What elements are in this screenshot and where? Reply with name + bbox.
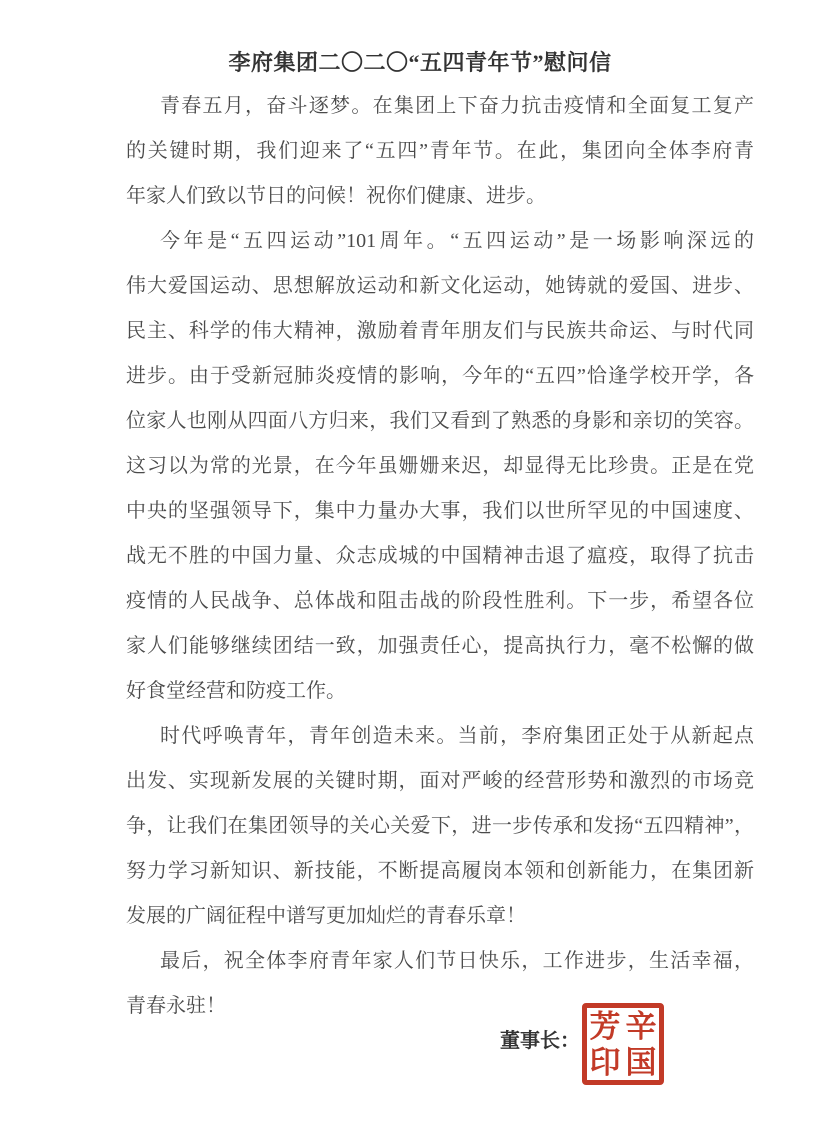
body-line: 民主、科学的伟大精神，激励着青年朋友们与民族共命运、与时代同 xyxy=(126,320,754,342)
body-line: 疫情的人民战争、总体战和阻击战的阶段性胜利。下一步，希望各位 xyxy=(126,590,754,612)
body-line: 今年是“五四运动”101周年。“五四运动”是一场影响深远的 xyxy=(160,230,754,252)
seal-char-top-right: 辛 xyxy=(625,1008,657,1044)
body-line: 进步。由于受新冠肺炎疫情的影响，今年的“五四”恰逢学校开学，各 xyxy=(126,365,754,387)
body-line: 最后，祝全体李府青年家人们节日快乐，工作进步，生活幸福， xyxy=(160,950,754,972)
body-line: 发展的广阔征程中谱写更加灿烂的青春乐章！ xyxy=(126,905,526,927)
body-line: 伟大爱国运动、思想解放运动和新文化运动，她铸就的爱国、进步、 xyxy=(126,275,754,297)
seal-char-bottom-right: 国 xyxy=(625,1044,657,1080)
body-line: 努力学习新知识、新技能，不断提高履岗本领和创新能力，在集团新 xyxy=(126,860,754,882)
signature-label: 董事长： xyxy=(500,1030,580,1052)
paragraph xyxy=(126,84,754,219)
body-line: 出发、实现新发展的关键时期，面对严峻的经营形势和激烈的市场竞 xyxy=(126,770,754,792)
body-line: 家人们能够继续团结一致，加强责任心，提高执行力，毫不松懈的做 xyxy=(126,635,754,657)
paragraph xyxy=(126,219,754,714)
letter-body xyxy=(126,84,754,1029)
body-line: 时代呼唤青年，青年创造未来。当前，李府集团正处于从新起点 xyxy=(160,725,754,747)
paragraph xyxy=(126,714,754,939)
body-line: 争，让我们在集团领导的关心关爱下，进一步传承和发扬“五四精神”， xyxy=(126,815,754,837)
body-line: 青春五月，奋斗逐梦。在集团上下奋力抗击疫情和全面复工复产 xyxy=(160,95,754,117)
body-line: 战无不胜的中国力量、众志成城的中国精神击退了瘟疫，取得了抗击 xyxy=(126,545,754,567)
body-line: 位家人也刚从四面八方归来，我们又看到了熟悉的身影和亲切的笑容。 xyxy=(126,410,754,432)
body-line: 好食堂经营和防疫工作。 xyxy=(126,680,346,702)
letter-title: 李府集团二〇二〇“五四青年节”慰问信 xyxy=(228,50,612,75)
seal-char-bottom-left: 印 xyxy=(589,1044,621,1080)
body-line: 中央的坚强领导下，集中力量办大事，我们以世所罕见的中国速度、 xyxy=(126,500,754,522)
president-seal-stamp xyxy=(582,1003,664,1085)
signature-block xyxy=(0,1000,840,1100)
body-line: 年家人们致以节日的问候！祝你们健康、进步。 xyxy=(126,185,546,207)
seal-char-top-left: 芳 xyxy=(589,1008,621,1044)
body-line: 这习以为常的光景，在今年虽姗姗来迟，却显得无比珍贵。正是在党 xyxy=(126,455,754,477)
body-line: 的关键时期，我们迎来了“五四”青年节。在此，集团向全体李府青 xyxy=(126,140,754,162)
body-line: 青春永驻！ xyxy=(126,995,226,1017)
